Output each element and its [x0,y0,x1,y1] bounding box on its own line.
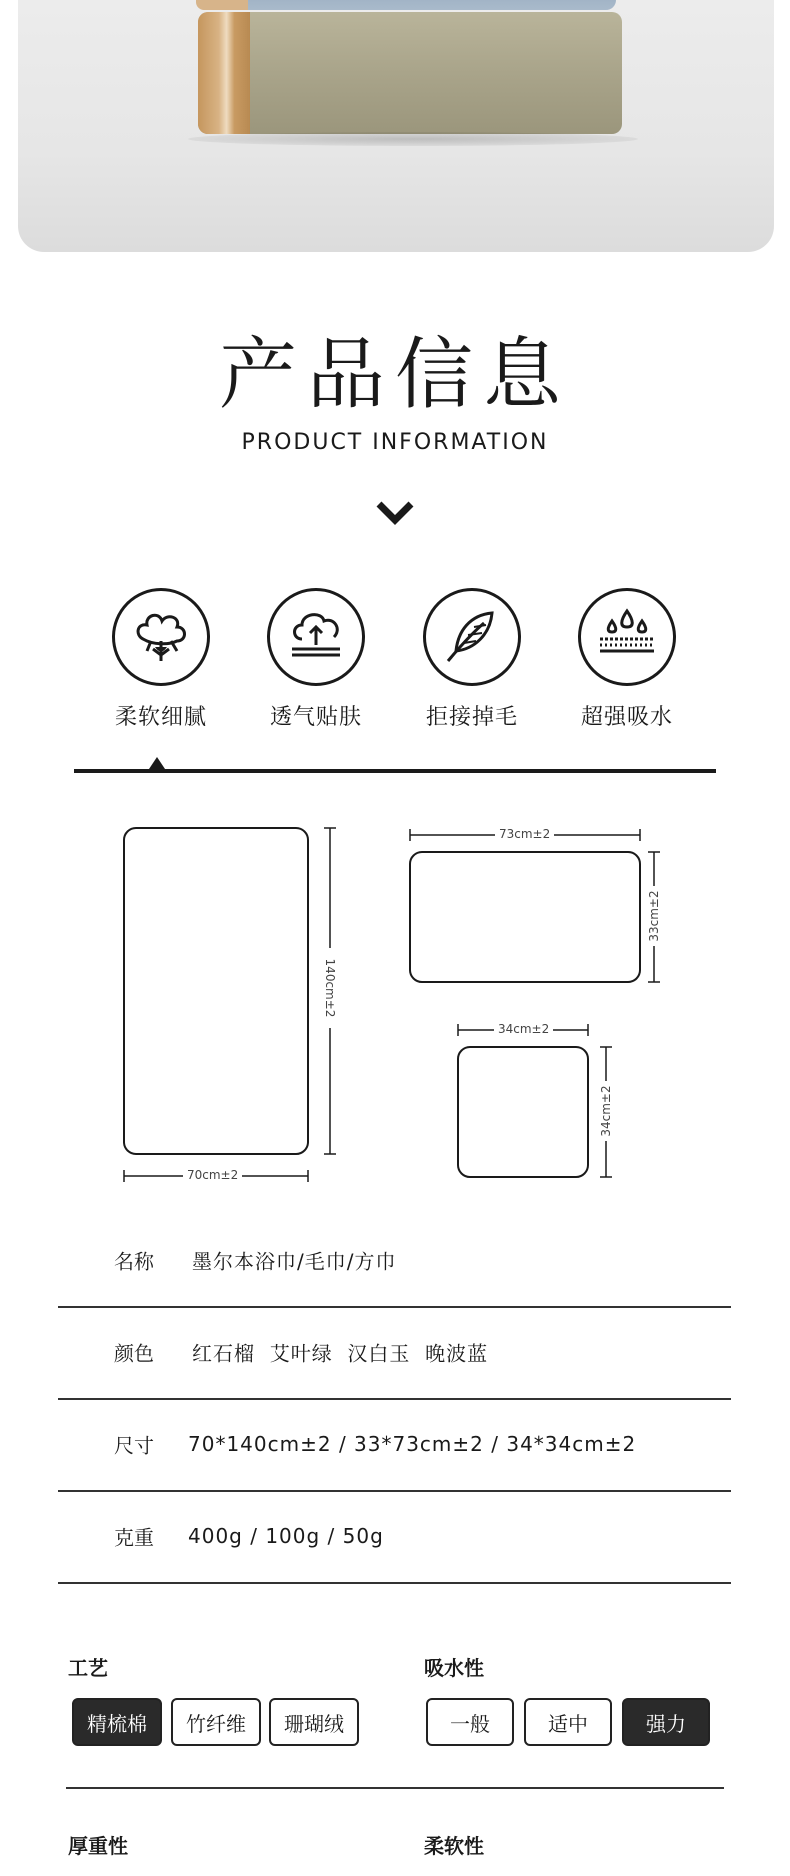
info-key: 名称 [114,1249,154,1274]
green-towel-image [198,12,622,134]
info-value: 400g / 100g / 50g [188,1524,384,1548]
breathable-icon [267,588,365,686]
face-height-label: 33cm±2 [647,886,661,946]
absorbency-option-normal[interactable]: 一般 [426,1698,514,1746]
water-absorb-icon [578,588,676,686]
thickness-label: 厚重性 [68,1834,128,1858]
feature-label: 超强吸水 [580,705,673,730]
info-key: 克重 [114,1525,154,1550]
absorbency-option-moderate[interactable]: 适中 [524,1698,612,1746]
feature-label: 透气贴肤 [269,705,362,730]
feature-breathable [251,588,381,731]
square-towel-outline [458,1047,588,1177]
bath-width-label: 70cm±2 [183,1168,242,1182]
section-title: 产品信息 [218,330,571,420]
feature-divider [74,769,716,773]
section-subtitle: PRODUCT INFORMATION [241,430,549,455]
absorbency-label: 吸水性 [424,1656,484,1680]
feature-pointer [149,757,165,769]
square-height-label: 34cm±2 [599,1081,613,1141]
towel-shadow [188,132,638,146]
info-value: 70*140cm±2 / 33*73cm±2 / 34*34cm±2 [188,1432,637,1456]
absorbency-option-strong[interactable]: 强力 [622,1698,710,1746]
face-towel-outline [410,852,640,982]
product-photo [18,0,774,252]
feature-no-shedding [407,588,537,731]
blue-towel-image [196,0,616,10]
bath-height-label: 140cm±2 [323,948,337,1028]
info-value: 墨尔本浴巾/毛巾/方巾 [192,1249,397,1274]
feature-soft [96,588,226,731]
softness-label: 柔软性 [424,1834,484,1858]
bath-towel-outline [124,828,308,1154]
craft-option-bamboo-fiber[interactable]: 竹纤维 [171,1698,261,1746]
size-diagram [0,800,790,1200]
feature-label: 拒接掉毛 [425,705,518,730]
square-width-label: 34cm±2 [494,1022,553,1036]
chevron-down-icon [375,498,415,528]
craft-option-coral-fleece[interactable]: 珊瑚绒 [269,1698,359,1746]
cotton-icon [112,588,210,686]
info-row-weight [58,1490,731,1584]
feature-absorbent [562,588,692,731]
section-divider [66,1787,724,1789]
blue-towel-edge [196,0,248,10]
info-row-size [58,1398,731,1492]
info-row-color [58,1306,731,1400]
feature-label: 柔软细腻 [114,705,207,730]
info-value: 红石榴 艾叶绿 汉白玉 晚波蓝 [192,1341,489,1366]
face-width-label: 73cm±2 [495,827,554,841]
craft-label: 工艺 [68,1656,108,1680]
feather-icon [423,588,521,686]
info-key: 尺寸 [114,1433,154,1458]
info-row-name [58,1214,731,1308]
craft-option-combed-cotton[interactable]: 精梳棉 [72,1698,162,1746]
green-towel-edge [198,12,250,134]
info-key: 颜色 [114,1341,154,1366]
